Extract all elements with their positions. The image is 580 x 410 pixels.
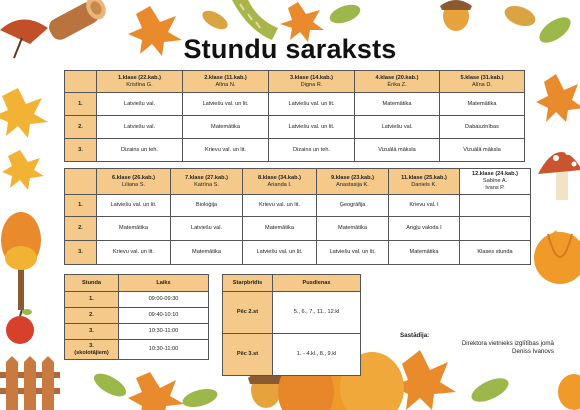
signature-name: Deniss Ivanovs <box>512 347 554 355</box>
subject-cell <box>460 217 531 241</box>
subject-cell: Dizains un teh. <box>269 139 355 162</box>
class-header: 11.klase (25.kab.) Daniels K. <box>389 169 460 195</box>
column-header: Stunda <box>65 275 119 292</box>
subject-cell: Latviešu val. un lit. <box>269 116 355 139</box>
time-cell: 09:00-09:30 <box>119 292 209 308</box>
subject-cell: Matemātika <box>97 217 171 241</box>
lunch-breaks-table <box>222 274 361 376</box>
break-classes: 5., 6., 7., 11., 12.kl <box>273 292 361 334</box>
table-row <box>65 308 209 324</box>
subject-cell: Latviešu val. <box>97 116 183 139</box>
class-header: 9.klase (23.kab.) Anastasija K. <box>317 169 389 195</box>
subject-cell: Latviešu val. <box>97 93 183 116</box>
corner-cell <box>65 169 97 195</box>
subject-cell: Matemātika <box>389 241 460 265</box>
time-cell: 10:30-11:00 <box>119 324 209 340</box>
table-row <box>65 292 209 308</box>
subject-cell: Krievu val. un lit. <box>183 139 269 162</box>
subject-cell: Angļu valoda I <box>389 217 460 241</box>
class-header: 5.klase (31.kab.) Alīna D. <box>440 71 525 93</box>
subject-cell: Latviešu val. <box>355 116 440 139</box>
lesson-number: 1. <box>65 195 97 217</box>
subject-cell: Matemātika <box>171 241 243 265</box>
table-row <box>65 340 209 360</box>
corner-cell <box>65 71 97 93</box>
table-row <box>65 324 209 340</box>
class-header: 3.klase (14.kab.) Digna R. <box>269 71 355 93</box>
schedule-table-1 <box>64 70 525 162</box>
table-row <box>223 334 361 376</box>
subject-cell: Dizains un teh. <box>97 139 183 162</box>
subject-cell <box>460 195 531 217</box>
class-header: 4.klase (20.kab.) Ērika Z. <box>355 71 440 93</box>
lesson-number: 1. <box>65 292 119 308</box>
subject-cell: Matemātika <box>317 217 389 241</box>
subject-cell: Vizuālā māksla <box>355 139 440 162</box>
page-title: Stundu saraksts <box>183 34 397 64</box>
lesson-number: 3. <box>65 139 97 162</box>
signature-label: Sastādīja: <box>400 332 430 339</box>
class-header: 1.klase (22.kab.) Kristīna G. <box>97 71 183 93</box>
class-header: 7.klase (27.kab.) Katrīna S. <box>171 169 243 195</box>
subject-cell: Krievu val. I <box>389 195 460 217</box>
table-row <box>65 116 525 139</box>
table-row <box>65 241 531 265</box>
apple-icon <box>6 309 34 344</box>
column-header: Starpbrīdis <box>223 275 273 292</box>
subject-cell: Latviešu val. un lit. <box>269 93 355 116</box>
subject-cell: Dabaszinības <box>440 116 525 139</box>
column-header: Pusdienas <box>273 275 361 292</box>
table-row <box>65 217 531 241</box>
mushroom-icon <box>538 149 580 200</box>
table-row <box>65 195 531 217</box>
lesson-number: 3. <box>65 241 97 265</box>
lesson-number: 1. <box>65 93 97 116</box>
tree-icon <box>1 212 41 310</box>
subject-cell: Matemātika <box>355 93 440 116</box>
subject-cell: Ģeogrāfija <box>317 195 389 217</box>
table-row <box>223 292 361 334</box>
time-cell: 10:30-11:00 <box>119 340 209 360</box>
lesson-number: 2. <box>65 116 97 139</box>
table-row <box>65 139 525 162</box>
class-header: 2.klase (11.kab.) Alīna N. <box>183 71 269 93</box>
lesson-number: 2. <box>65 308 119 324</box>
break-classes: 1. - 4.kl., 8., 9.kl <box>273 334 361 376</box>
signature-block <box>400 332 560 355</box>
subject-cell: Latviešu val. un lit. <box>317 241 389 265</box>
class-header: 8.klase (34.kab.) Arianda I. <box>243 169 317 195</box>
lesson-number: 2. <box>65 217 97 241</box>
subject-cell: Bioloģija <box>171 195 243 217</box>
time-cell: 09:40-10:10 <box>119 308 209 324</box>
subject-cell: Latviešu val. un lit. <box>97 195 171 217</box>
subject-cell: Matemātika <box>243 217 317 241</box>
column-header: Laiks <box>119 275 209 292</box>
subject-cell: Matemātika <box>440 93 525 116</box>
break-label: Pēc 3.st <box>223 334 273 376</box>
signature-role: Direktora vietnieks izglītības jomā <box>461 339 554 347</box>
subject-cell: Vizuālā māksla <box>440 139 525 162</box>
schedule-table-2 <box>64 168 531 265</box>
subject-cell: Klases stunda <box>460 241 531 265</box>
subject-cell: Latviešu val. un lit. <box>243 241 317 265</box>
subject-cell: Latviešu val. <box>171 217 243 241</box>
fence-icon <box>0 356 60 410</box>
lesson-number: 3. (skolotājiem) <box>65 340 119 360</box>
subject-cell: Krievu val. un lit. <box>243 195 317 217</box>
break-label: Pēc 2.st <box>223 292 273 334</box>
class-header: 12.klase (24.kab.) Sabīne A. Ivans P. <box>460 169 531 195</box>
lesson-number: 3. <box>65 324 119 340</box>
subject-cell: Matemātika <box>183 116 269 139</box>
lesson-times-table <box>64 274 209 360</box>
table-row <box>65 93 525 116</box>
subject-cell: Latviešu val. un lit. <box>183 93 269 116</box>
class-header: 6.klase (26.kab.) Liliana S. <box>97 169 171 195</box>
subject-cell: Krievu val. un lit. <box>97 241 171 265</box>
